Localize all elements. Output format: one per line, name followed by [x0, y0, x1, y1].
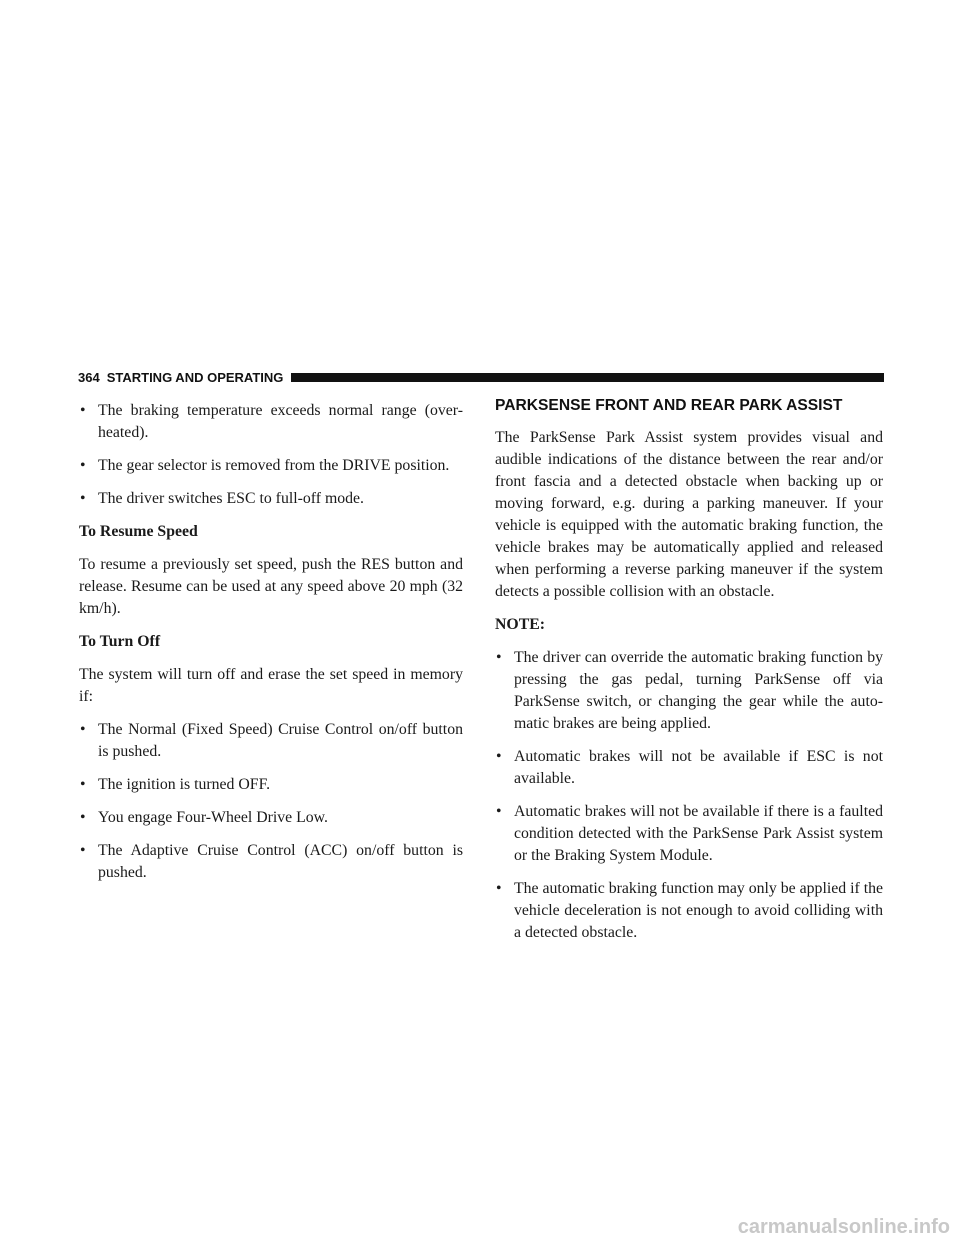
list-item: • The Normal (Fixed Speed) Cruise Control on/off button is pushed.	[80, 721, 463, 760]
watermark: carmanualsonline.info	[737, 1216, 950, 1238]
bullet-icon: •	[80, 721, 86, 738]
bullet-icon: •	[80, 490, 86, 507]
list-item: • The driver switches ESC to full-off mode.	[79, 488, 463, 510]
bullet-icon: •	[496, 649, 502, 666]
bullet-icon: •	[496, 880, 502, 897]
bullet-icon: •	[80, 842, 86, 859]
list-item: • The braking temperature exceeds normal range (over-heated).	[80, 402, 463, 441]
list-item: • You engage Four-Wheel Drive Low.	[79, 807, 463, 829]
left-column	[79, 400, 463, 895]
list-item: • The Adaptive Cruise Control (ACC) on/off button is pushed.	[80, 842, 463, 881]
bullet-icon: •	[80, 776, 86, 793]
resume-speed-text: To resume a previously set speed, push the RES button and release. Resume can be used at any speed above 20 mph (32 km/h).	[79, 556, 463, 617]
bullet-icon: •	[496, 803, 502, 820]
page-header	[78, 369, 884, 385]
list-item: • The driver can override the automatic braking function by pressing the gas pedal, turning ParkSense off via ParkSense switch, or changing the gear while the auto-matic brakes are being applied.	[496, 649, 883, 732]
turn-off-text: The system will turn off and erase the set speed in memory if:	[79, 666, 463, 705]
note-label: NOTE:	[495, 616, 546, 633]
bullet-icon: •	[80, 457, 86, 474]
list-item: • The gear selector is removed from the DRIVE position.	[79, 455, 463, 477]
list-item: • The automatic braking function may only be applied if the vehicle deceleration is not enough to avoid colliding with a detected obstacle.	[496, 880, 883, 941]
bullet-icon: •	[80, 402, 86, 419]
section-title: STARTING AND OPERATING	[106, 369, 284, 385]
bullet-icon: •	[80, 809, 86, 826]
resume-speed-heading: To Resume Speed	[79, 523, 198, 540]
list-item: • The ignition is turned OFF.	[79, 774, 463, 796]
page-number: 364	[78, 369, 100, 385]
right-column	[495, 397, 883, 955]
section-heading: PARKSENSE FRONT AND REAR PARK ASSIST	[495, 397, 843, 414]
intro-paragraph: The ParkSense Park Assist system provides visual and audible indications of the distance between the rear and/or front fascia and a detected obstacle when backing up or moving forward, e.g. during a parking maneuver. If your vehicle is equipped with the automatic braking function, the vehicle brakes may be automatically applied and released when performing a reverse parking maneuver if the system detects a possible collision with an obstacle.	[495, 429, 883, 600]
bullet-icon: •	[496, 748, 502, 765]
list-item: • Automatic brakes will not be available if ESC is not available.	[496, 748, 883, 787]
header-rule	[291, 373, 884, 382]
list-item: • Automatic brakes will not be available if there is a faulted condition detected with the ParkSense Park Assist system or the Braking System Module.	[496, 803, 883, 864]
watermark-bar	[0, 1210, 960, 1242]
turn-off-heading: To Turn Off	[79, 633, 161, 650]
